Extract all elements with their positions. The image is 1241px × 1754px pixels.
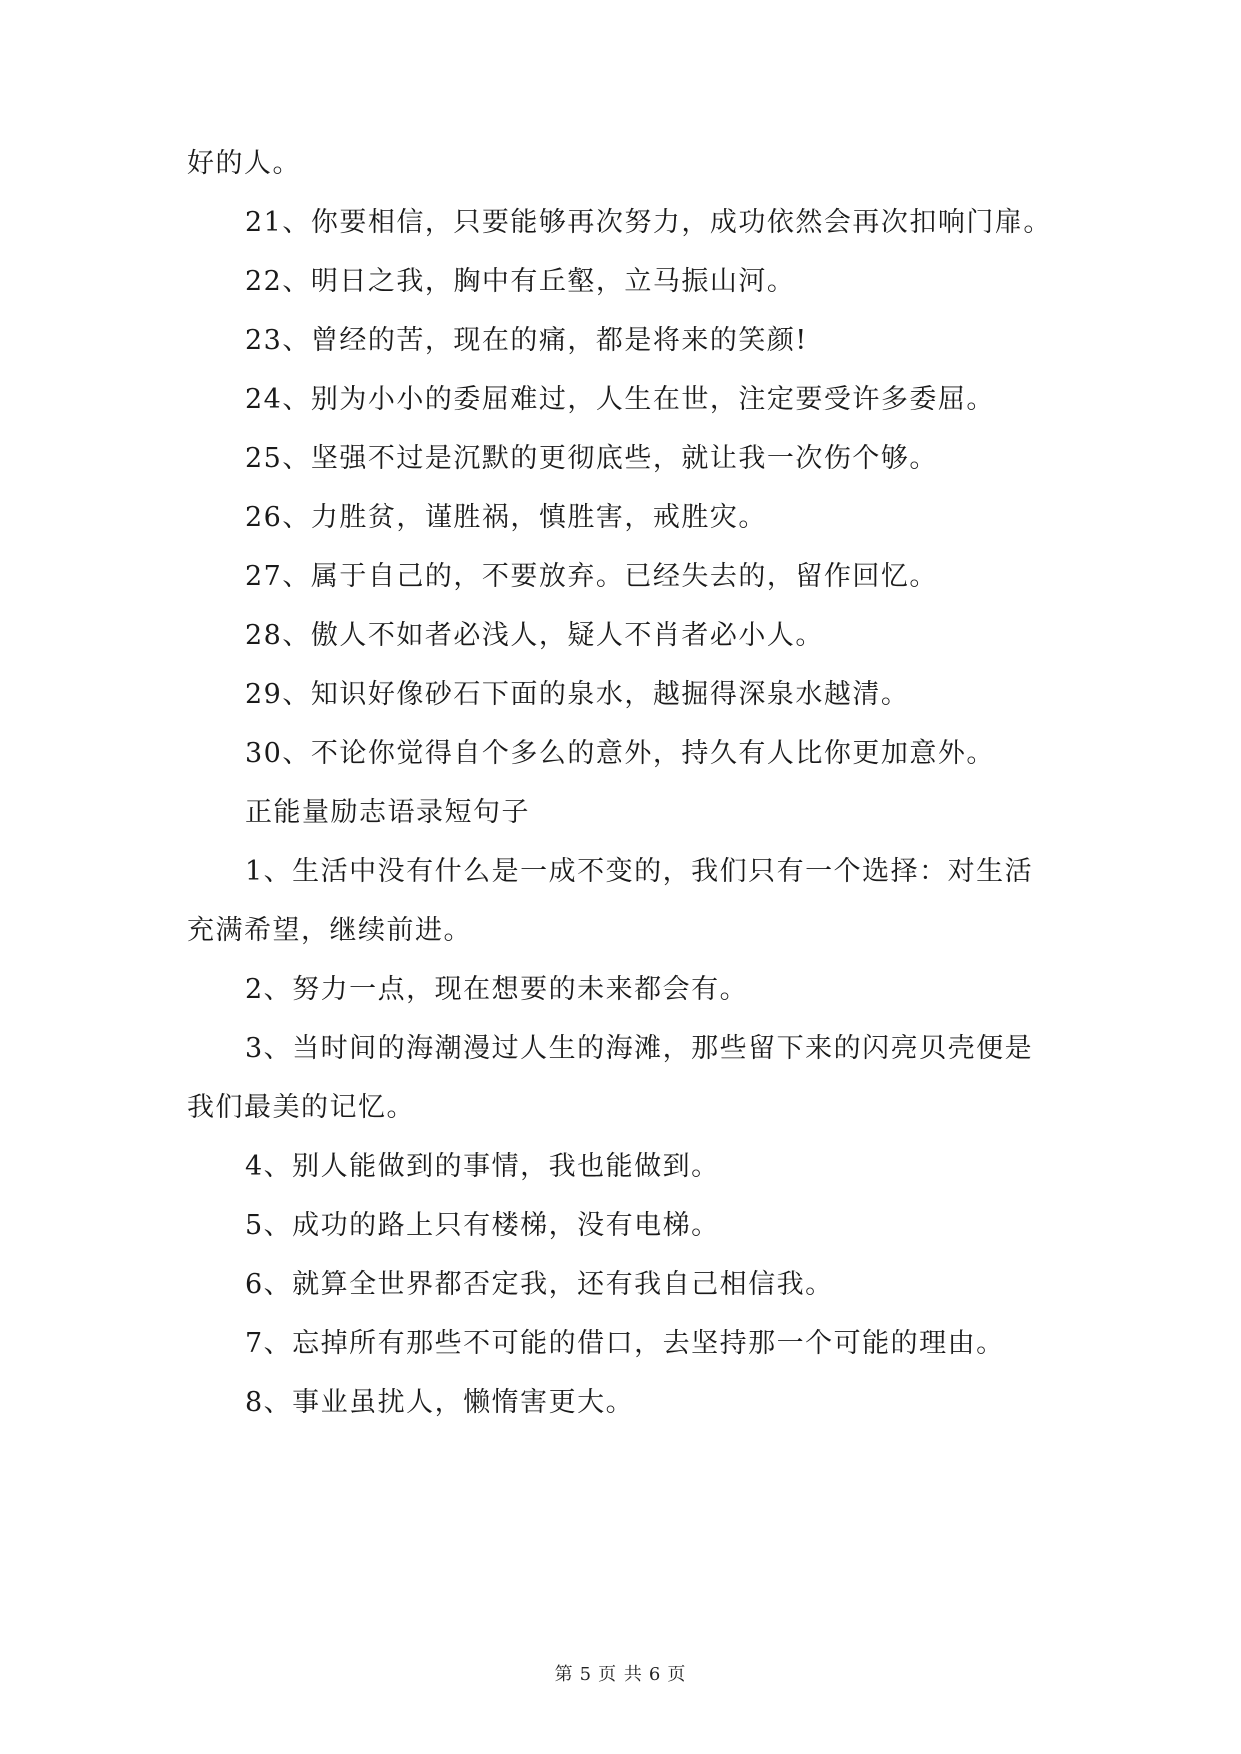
- text-line: 29、知识好像砂石下面的泉水，越掘得深泉水越清。: [245, 679, 910, 710]
- text-line: 8、事业虽扰人，懒惰害更大。: [245, 1387, 635, 1418]
- text-line: 25、坚强不过是沉默的更彻底些，就让我一次伤个够。: [245, 443, 938, 474]
- text-line: 28、傲人不如者必浅人，疑人不肖者必小人。: [245, 620, 824, 651]
- text-line: 充满希望，继续前进。: [187, 915, 472, 946]
- text-line: 4、别人能做到的事情，我也能做到。: [245, 1151, 720, 1182]
- page-footer: [0, 1660, 1241, 1686]
- text-line: 2、努力一点，现在想要的未来都会有。: [245, 974, 749, 1005]
- section-heading: 正能量励志语录短句子: [245, 797, 530, 828]
- text-line: 21、你要相信，只要能够再次努力，成功依然会再次扣响门扉。: [245, 207, 1052, 238]
- text-line: 好的人。: [187, 148, 301, 179]
- footer-prefix: 第: [554, 1664, 574, 1685]
- current-page-number: 5: [579, 1664, 593, 1685]
- text-line: 23、曾经的苦，现在的痛，都是将来的笑颜!: [245, 325, 808, 356]
- text-line: 30、不论你觉得自个多么的意外，持久有人比你更加意外。: [245, 738, 995, 769]
- total-page-count: 6: [648, 1664, 662, 1685]
- text-line: 7、忘掉所有那些不可能的借口，去坚持那一个可能的理由。: [245, 1328, 1005, 1359]
- text-line: 26、力胜贫，谨胜祸，慎胜害，戒胜灾。: [245, 502, 767, 533]
- text-line: 1、生活中没有什么是一成不变的，我们只有一个选择：对生活: [245, 856, 1034, 887]
- text-line: 5、成功的路上只有楼梯，没有电梯。: [245, 1210, 720, 1241]
- text-line: 22、明日之我，胸中有丘壑，立马振山河。: [245, 266, 796, 297]
- text-line: 3、当时间的海潮漫过人生的海滩，那些留下来的闪亮贝壳便是: [245, 1033, 1034, 1064]
- footer-suffix: 页: [667, 1664, 687, 1685]
- text-line: 24、别为小小的委屈难过，人生在世，注定要受许多委屈。: [245, 384, 995, 415]
- footer-mid: 页 共: [598, 1664, 643, 1685]
- text-line: 27、属于自己的，不要放弃。已经失去的，留作回忆。: [245, 561, 938, 592]
- text-line: 我们最美的记忆。: [187, 1092, 415, 1123]
- text-line: 6、就算全世界都否定我，还有我自己相信我。: [245, 1269, 834, 1300]
